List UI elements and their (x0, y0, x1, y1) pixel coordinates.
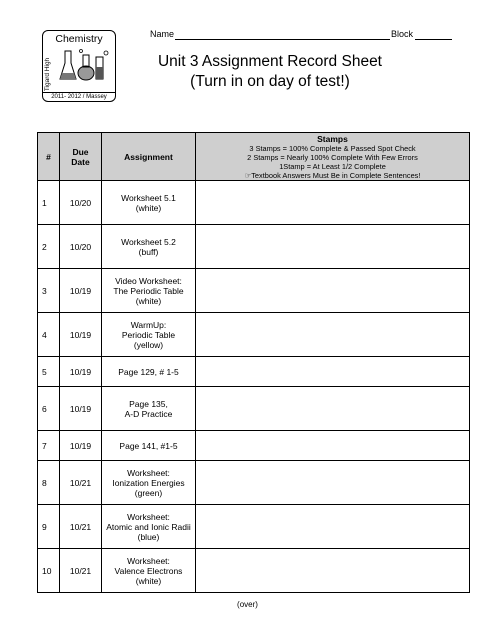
row-stamps-cell[interactable] (196, 461, 470, 505)
stamps-legend-line: ☞Textbook Answers Must Be in Complete Sentences! (244, 171, 421, 180)
table-row (38, 269, 470, 313)
page-title: Unit 3 Assignment Record Sheet (157, 53, 382, 70)
row-due-date: 10/21 (60, 549, 102, 593)
row-number: 10 (38, 549, 60, 593)
table-row (38, 387, 470, 431)
row-assignment: WarmUp: Periodic Table (yellow) (102, 313, 196, 357)
row-stamps-cell[interactable] (196, 505, 470, 549)
row-due-date: 10/20 (60, 225, 102, 269)
table-row (38, 431, 470, 461)
row-stamps-cell[interactable] (196, 313, 470, 357)
table-row (38, 549, 470, 593)
table-row (38, 505, 470, 549)
row-stamps-cell[interactable] (196, 549, 470, 593)
header-assignment: Assignment (102, 133, 196, 181)
table-row (38, 313, 470, 357)
table-header-row (38, 133, 470, 181)
row-number: 5 (38, 357, 60, 387)
row-due-date: 10/19 (60, 269, 102, 313)
header-due-date: Due Date (60, 133, 102, 181)
table-row (38, 225, 470, 269)
row-stamps-cell[interactable] (196, 431, 470, 461)
table-row (38, 357, 470, 387)
row-due-date: 10/19 (60, 431, 102, 461)
lab-glassware-icon (59, 47, 111, 83)
row-due-date: 10/21 (60, 461, 102, 505)
table-body (38, 181, 470, 593)
assignment-table (37, 132, 470, 593)
name-label: Name (150, 29, 175, 39)
row-assignment: Page 129, # 1-5 (102, 357, 196, 387)
stamps-legend-line: 3 Stamps = 100% Complete & Passed Spot Check (249, 144, 416, 153)
row-assignment: Worksheet 5.2 (buff) (102, 225, 196, 269)
logo-side-text: Tigard High (44, 57, 52, 92)
logo-title: Chemistry (55, 33, 103, 45)
stamps-legend-line: 2 Stamps = Nearly 100% Complete With Few Errors (247, 153, 418, 162)
row-assignment: Worksheet: Atomic and Ionic Radii (blue) (102, 505, 196, 549)
row-number: 6 (38, 387, 60, 431)
header-stamps (196, 133, 470, 181)
name-field[interactable] (175, 39, 390, 40)
row-assignment: Page 141, #1-5 (102, 431, 196, 461)
row-number: 2 (38, 225, 60, 269)
row-assignment: Video Worksheet: The Periodic Table (white) (102, 269, 196, 313)
row-stamps-cell[interactable] (196, 181, 470, 225)
row-assignment: Worksheet: Valence Electrons (white) (102, 549, 196, 593)
row-assignment: Page 135, A-D Practice (102, 387, 196, 431)
block-label: Block (391, 29, 414, 39)
header-num: # (38, 133, 60, 181)
row-stamps-cell[interactable] (196, 357, 470, 387)
row-stamps-cell[interactable] (196, 269, 470, 313)
row-number: 7 (38, 431, 60, 461)
table-row (38, 181, 470, 225)
over-note: (over) (237, 600, 258, 609)
chemistry-logo (42, 30, 116, 102)
row-due-date: 10/19 (60, 387, 102, 431)
row-assignment: Worksheet 5.1 (white) (102, 181, 196, 225)
row-stamps-cell[interactable] (196, 225, 470, 269)
logo-year: 2011- 2012 / Massey (43, 92, 115, 100)
table-row (38, 461, 470, 505)
row-due-date: 10/21 (60, 505, 102, 549)
row-due-date: 10/19 (60, 357, 102, 387)
row-assignment: Worksheet: Ionization Energies (green) (102, 461, 196, 505)
row-stamps-cell[interactable] (196, 387, 470, 431)
row-due-date: 10/19 (60, 313, 102, 357)
stamps-legend-line: 1Stamp = At Least 1/2 Complete (279, 162, 386, 171)
row-number: 1 (38, 181, 60, 225)
stamps-title: Stamps (317, 134, 348, 144)
page-subtitle: (Turn in on day of test!) (190, 73, 350, 90)
block-field[interactable] (415, 39, 452, 40)
row-number: 3 (38, 269, 60, 313)
row-due-date: 10/20 (60, 181, 102, 225)
row-number: 9 (38, 505, 60, 549)
row-number: 4 (38, 313, 60, 357)
row-number: 8 (38, 461, 60, 505)
